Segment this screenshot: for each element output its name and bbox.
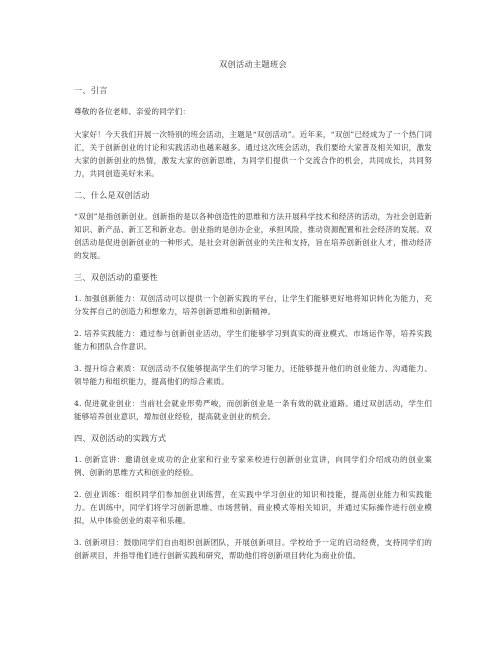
paragraph: 4. 促进就业创业：当前社会就业形势严峻，而创新创业是一条有效的就业道路。通过双创活动，学生们能够培养创业意识，增加创业经验，提高就业创业的机会。 — [74, 399, 432, 421]
paragraph: 1. 创新宣讲：邀请创业成功的企业家和行业专家来校进行创新创业宣讲，向同学们介绍成功的创业案例、创新的思维方式和创业的经验。 — [74, 455, 432, 477]
paragraph: 3. 提升综合素质：双创活动不仅能够提高学生们的学习能力，还能够提升他们的创业能力、沟通能力、领导能力和组织能力，提高他们的综合素质。 — [74, 364, 432, 386]
section-heading: 三、双创活动的重要性 — [74, 272, 158, 282]
paragraph-greeting: 尊敬的各位老师、亲爱的同学们： — [74, 107, 191, 116]
section-heading: 一、引言 — [74, 85, 108, 95]
section-practice-methods — [74, 432, 432, 562]
paragraph: 2. 创业训练：组织同学们参加创业训练营，在实践中学习创业的知识和技能，提高创业能力和实践能力。在训练中，同学们将学习创新思维、市场营销、商业模式等相关知识，并通过实际操作进行创业模拟，从中体验创业的艰辛和乐趣。 — [74, 490, 432, 525]
section-heading: 二、什么是双创活动 — [74, 190, 150, 200]
paragraph: 1. 加强创新能力：双创活动可以提供一个创新实践的平台，让学生们能够更好地将知识转化为能力，充分发挥自己的创造力和想象力，培养创新思维和创新精神。 — [74, 294, 432, 316]
section-heading: 四、双创活动的实践方式 — [74, 433, 167, 443]
section-what-is-shuangchuang — [74, 189, 432, 262]
paragraph: 大家好！今天我们开展一次特别的班会活动，主题是“双创活动”。近年来，“双创”已经成为了一个热门词汇，关于创新创业的讨论和实践活动也越来越多。通过这次班会活动，我们要给大家普及相关知识，激发大家的创新创业的热情，激发大家的创新思维，为同学们提供一个交流合作的机会，共同成长，共同努力，共同创造美好未来。 — [74, 130, 432, 178]
paragraph: 3. 创新项目：鼓励同学们自由组织创新团队，开展创新项目。学校给予一定的启动经费，支持同学们的创新项目，并指导他们进行创新实践和研究，帮助他们将创新项目转化为商业价值。 — [74, 538, 432, 560]
document-title: 双创活动主题班会 — [219, 59, 287, 69]
section-introduction — [74, 84, 432, 180]
paragraph: 2. 培养实践能力：通过参与创新创业活动，学生们能够学习到真实的商业模式、市场运作等，培养实践能力和团队合作意识。 — [74, 329, 432, 351]
paragraph: “双创”是指创新创业。创新指的是以各种创造性的思维和方法开展科学技术和经济的活动，为社会创造新知识、新产品、新工艺和新业态。创业指的是创办企业，承担风险，推动资源配置和社会经济的发展。双创活动是促进创新创业的一种形式，是社会对创新创业的关注和支持，旨在培养创新创业人才，推动经济的发展。 — [74, 212, 432, 260]
section-importance — [74, 271, 432, 423]
